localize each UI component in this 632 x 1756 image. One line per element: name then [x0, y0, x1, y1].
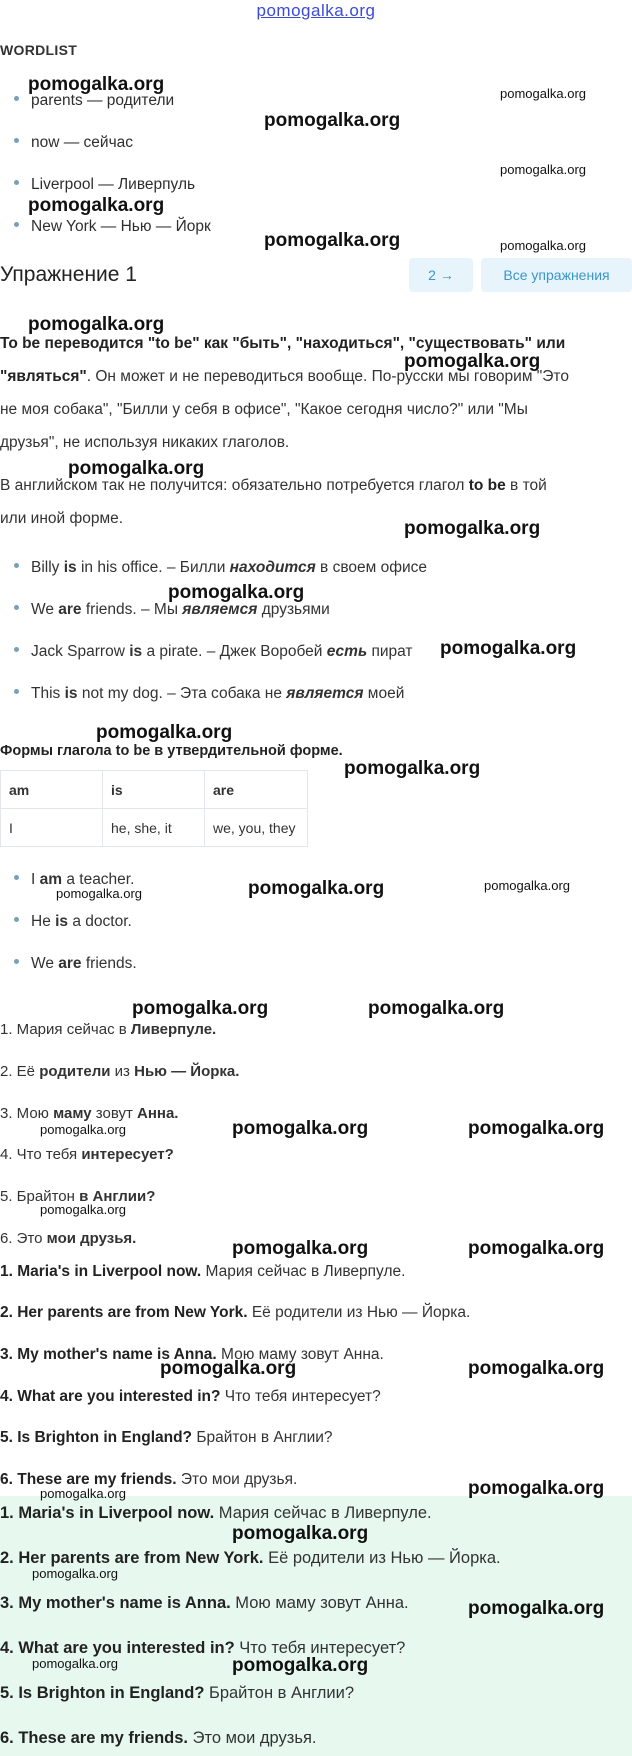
theory-paragraph-2: В английском так не получится: обязательно потребуется глагол to be в той или иной форме.: [0, 477, 547, 527]
example-item: We are friends. – Мы являемся друзьями: [14, 601, 330, 619]
en-answer-line: 2. Her parents are from New York. Её родители из Нью — Йорка.: [0, 1304, 471, 1321]
watermark: pomogalka.org: [264, 110, 401, 131]
watermark: pomogalka.org: [368, 998, 505, 1019]
watermark: pomogalka.org: [40, 1486, 126, 1501]
ru-task-line: 5. Брайтон в Англии?: [0, 1188, 156, 1205]
watermark: pomogalka.org: [232, 1655, 369, 1676]
watermark: pomogalka.org: [468, 1238, 605, 1259]
bullet-icon: [14, 875, 19, 880]
table-row: [1, 809, 308, 847]
answer-line: 3. My mother's name is Anna. Мою маму зовут Анна.: [0, 1594, 409, 1612]
watermark: pomogalka.org: [232, 1118, 369, 1139]
watermark: pomogalka.org: [232, 1238, 369, 1259]
wordlist-item: now — сейчас: [14, 134, 133, 152]
watermark: pomogalka.org: [160, 1358, 297, 1379]
table-cell: am: [1, 771, 103, 809]
bullet-icon: [14, 180, 19, 185]
forms-title: Формы глагола to be в утвердительной форме.: [0, 743, 343, 759]
site-link[interactable]: pomogalka.org: [256, 1, 376, 20]
wordlist-item: New York — Нью — Йорк: [14, 218, 211, 236]
en-answer-line: 5. Is Brighton in England? Брайтон в Англии?: [0, 1429, 333, 1446]
bullet-icon: [14, 917, 19, 922]
watermark: pomogalka.org: [248, 878, 385, 899]
en-answer-line: 6. These are my friends. Это мои друзья.: [0, 1471, 298, 1488]
watermark: pomogalka.org: [232, 1523, 369, 1544]
table-cell: are: [205, 771, 308, 809]
bullet-icon: [14, 605, 19, 610]
watermark: pomogalka.org: [404, 518, 541, 539]
bullet-icon: [14, 138, 19, 143]
wordlist-item: parents — родители: [14, 92, 174, 110]
watermark: pomogalka.org: [468, 1478, 605, 1499]
watermark: pomogalka.org: [500, 162, 586, 177]
answer-line: 4. What are you interested in? Что тебя интересует?: [0, 1639, 406, 1657]
watermark: pomogalka.org: [468, 1598, 605, 1619]
bullet-icon: [14, 689, 19, 694]
table-cell: we, you, they: [205, 809, 308, 847]
watermark: pomogalka.org: [440, 638, 577, 659]
watermark: pomogalka.org: [28, 314, 165, 335]
bullet-icon: [14, 222, 19, 227]
answer-line: 5. Is Brighton in England? Брайтон в Англии?: [0, 1684, 355, 1702]
ru-task-line: 6. Это мои друзья.: [0, 1230, 137, 1247]
watermark: pomogalka.org: [40, 1122, 126, 1137]
watermark: pomogalka.org: [96, 722, 233, 743]
forms-table: [0, 770, 308, 847]
form-example-item: He is a doctor.: [14, 913, 132, 931]
watermark: pomogalka.org: [32, 1656, 118, 1671]
watermark: pomogalka.org: [468, 1118, 605, 1139]
watermark: pomogalka.org: [264, 230, 401, 251]
watermark: pomogalka.org: [56, 886, 142, 901]
answer-line: 6. These are my friends. Это мои друзья.: [0, 1729, 317, 1747]
theory-paragraph-1: To be переводится "to be" как "быть", "находиться", "существовать" или "являться". Он может и не переводиться вообще. По-русски мы говорим "Это не моя собака", "Билли у себя в офисе", "Какое сегодня число?" или "Мы друзья", не используя никаких глаголов.: [0, 335, 569, 451]
bullet-icon: [14, 96, 19, 101]
example-item: This is not my dog. – Эта собака не является моей: [14, 685, 404, 703]
en-answer-line: 1. Maria's in Liverpool now. Мария сейчас в Ливерпуле.: [0, 1263, 406, 1280]
ru-task-line: 2. Её родители из Нью — Йорка.: [0, 1063, 240, 1080]
example-item: Billy is in his office. – Билли находится в своем офисе: [14, 559, 427, 577]
next-exercise-button[interactable]: 2 →: [409, 258, 473, 292]
bullet-icon: [14, 959, 19, 964]
ru-task-line: 3. Мою маму зовут Анна.: [0, 1105, 179, 1122]
bullet-icon: [14, 647, 19, 652]
answer-line: 1. Maria's in Liverpool now. Мария сейчас в Ливерпуле.: [0, 1504, 432, 1522]
table-header-row: [1, 771, 308, 809]
en-answer-line: 3. My mother's name is Anna. Мою маму зовут Анна.: [0, 1346, 384, 1363]
watermark: pomogalka.org: [500, 238, 586, 253]
all-exercises-button[interactable]: Все упражнения: [481, 258, 632, 292]
example-item: Jack Sparrow is a pirate. – Джек Воробей есть пират: [14, 643, 413, 661]
en-answer-line: 4. What are you interested in? Что тебя интересует?: [0, 1388, 381, 1405]
wordlist-item: Liverpool — Ливерпуль: [14, 176, 195, 194]
watermark: pomogalka.org: [68, 458, 205, 479]
watermark: pomogalka.org: [404, 351, 541, 372]
watermark: pomogalka.org: [132, 998, 269, 1019]
watermark: pomogalka.org: [484, 878, 570, 893]
watermark: pomogalka.org: [468, 1358, 605, 1379]
watermark: pomogalka.org: [40, 1202, 126, 1217]
watermark: pomogalka.org: [168, 582, 305, 603]
watermark: pomogalka.org: [32, 1566, 118, 1581]
bullet-icon: [14, 563, 19, 568]
ru-task-line: 4. Что тебя интересует?: [0, 1146, 174, 1163]
table-cell: he, she, it: [103, 809, 205, 847]
watermark: pomogalka.org: [500, 86, 586, 101]
watermark: pomogalka.org: [28, 74, 165, 95]
table-cell: is: [103, 771, 205, 809]
ru-task-line: 1. Мария сейчас в Ливерпуле.: [0, 1021, 217, 1038]
watermark: pomogalka.org: [344, 758, 481, 779]
exercise-heading: Упражнение 1: [0, 263, 137, 286]
form-example-item: I am a teacher.: [14, 871, 134, 889]
form-example-item: We are friends.: [14, 955, 137, 973]
table-cell: I: [1, 809, 103, 847]
watermark: pomogalka.org: [28, 195, 165, 216]
answer-line: 2. Her parents are from New York. Её родители из Нью — Йорка.: [0, 1549, 501, 1567]
wordlist-title: WORDLIST: [0, 42, 78, 58]
